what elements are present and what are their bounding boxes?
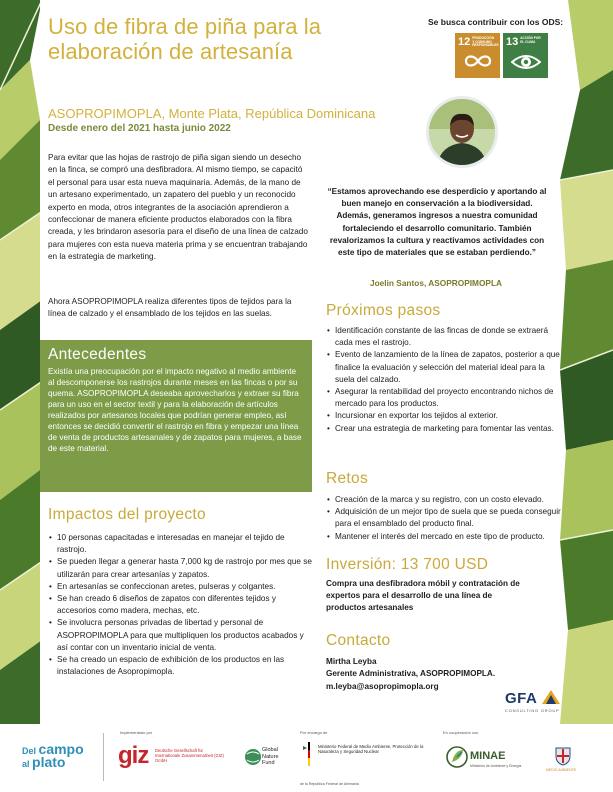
implementado-label: Implementado por	[120, 730, 153, 735]
list-item: • Adquisición de un mejor tipo de suela que se pueda conseguir para el ensamblado del producto final.	[326, 506, 566, 530]
list-item: • 10 personas capacitadas e interesadas en manejar el tejido de rastrojo.	[48, 532, 312, 556]
ods-13-badge	[503, 33, 548, 78]
contact-email[interactable]: m.leyba@asopropimopla.org	[326, 681, 439, 691]
list-item: • Evento de lanzamiento de la línea de zapatos, posterior a que finalice la evaluación y selección del material ideal para la suela del calzado.	[326, 349, 560, 386]
bmu-footnote: de la República Federal de Alemania	[300, 782, 359, 786]
footer-divider	[103, 733, 105, 781]
antecedentes-text: Existía una preocupación por el impacto negativo al medio ambiente al descomponerse los rastrojos durante meses en las fincas o por su quema. ASOPROPIMOPLA deseaba aprovecharlos y extraer su fibra para un uso en el sector textil y para la elaboración de artículos realizados por artesanos locales que podrían generar empleo, así entonces se decidió convertir el rastrojo en fibra y empezar una línea de venta de productos artesanales y de zapatos para mujeres, a base de este material.	[48, 367, 302, 453]
list-item: • Mantener el interés del mercado en este tipo de producto.	[326, 531, 566, 543]
proximos-title: Próximos pasos	[326, 302, 441, 319]
contact-block	[326, 656, 495, 693]
list-item: • En artesanías se confeccionan aretes, pulseras y colgantes.	[48, 581, 312, 593]
list-item: • Incursionar en exportar los tejidos al exterior.	[326, 410, 560, 422]
coat-of-arms-icon	[552, 744, 574, 766]
testimonial-quote: “Estamos aprovechando ese desperdicio y aportando al buen manejo en conservación a la biodiversidad. Además, generamos ingresos a nuestra comunidad fortaleciendo el desarrollo comunitario. También revalorizamos la cultura y reactivamos actividades con este tipo de materiales que se estaban perdiendo.”	[327, 187, 547, 258]
german-flag-icon	[303, 742, 315, 768]
quote-author: Joelin Santos, ASOPROPIMOPLA	[370, 278, 503, 288]
inversion-text: Compra una desfibradora móbil y contratación de expertos para el desarrollo de una línea de productos artesanales	[326, 579, 520, 613]
gobierno-label: MEDIO AMBIENTE	[546, 768, 577, 772]
impactos-list	[48, 532, 312, 678]
gfa-logo	[505, 690, 560, 713]
giz-full-name: Deutsche Gesellschaft für Internationale Zusammenarbeit (GIZ) GmbH	[155, 748, 224, 763]
eye-globe-icon	[511, 53, 541, 71]
proximos-list	[326, 325, 560, 435]
intro-paragraph-2: Ahora ASOPROPIMOPLA realiza diferentes tipos de tejidos para la línea de calzado y el ensamblado de los tejidos en las suelas.	[48, 297, 292, 319]
antecedentes-title: Antecedentes	[48, 346, 147, 363]
del-campo-al-plato-logo: Del campo al plato	[22, 741, 84, 770]
giz-logo: giz	[118, 742, 149, 769]
contact-role: Gerente Administrativa, ASOPROPIMOPLA.	[326, 669, 496, 679]
contact-name: Mirtha Leyba	[326, 657, 377, 666]
project-dates: Desde enero del 2021 hasta junio 2022	[48, 123, 231, 134]
impactos-title: Impactos del proyecto	[48, 506, 206, 523]
portrait-photo	[426, 96, 498, 168]
list-item: • Se pueden llegar a generar hasta 7,000 kg de rastrojo por mes que se utilizarán para crear artesanías y zapatos.	[48, 556, 312, 580]
intro-paragraph-1: Para evitar que las hojas de rastrojo de piña sigan siendo un desecho en la finca, se compró una desfibradora. Al mismo tiempo, se capacitó el personal para usar esta nueva maquinaria. Además, de la mano de un artesano experimentado, un zapatero del pueblo y un reconocido experto en moda, otros integrantes de la asociación aprendieron a confeccionar de manera eficiente productos elaborados con la fibra creada, y les brindaron asesoría para el diseño de una línea de calzado para mujeres con esta nueva materia prima y se encuentran trabajando en la estrategia de marketing.	[48, 153, 308, 262]
gfa-triangle-icon	[542, 690, 560, 704]
gfa-subtitle: CONSULTING GROUP	[505, 708, 560, 713]
minae-leaf-icon	[446, 744, 468, 770]
ods-12-number: 12	[458, 36, 471, 48]
list-item: • Identificación constante de las fincas de donde se extraerá cada mes el rastrojo.	[326, 325, 560, 349]
por-encargo-label: Por encargo de	[300, 730, 328, 735]
ods-12-label: PRODUCCIÓN Y CONSUMO RESPONSABLES	[472, 36, 499, 48]
inversion-title: Inversión: 13 700 USD	[326, 556, 489, 573]
ods-13-label: ACCIÓN POR EL CLIMA	[520, 36, 541, 44]
cooperacion-label: En cooperación con	[443, 730, 479, 735]
infinity-icon	[463, 53, 493, 69]
retos-title: Retos	[326, 470, 368, 487]
ods-12-badge	[455, 33, 500, 78]
antecedentes-box	[40, 340, 312, 492]
gnf-globe-icon	[244, 746, 262, 768]
list-item: • Se ha creado un espacio de exhibición de los productos en las instalaciones de Asopropimopla.	[48, 654, 312, 678]
minae-subtitle: Ministerio de Ambiente y Energía	[470, 764, 522, 768]
list-item: • Se han creado 6 diseños de zapatos con diferentes tejidos y accesorios como madera, mechas, etc.	[48, 593, 312, 617]
minae-logo: MINAE	[470, 750, 506, 762]
gfa-name: GFA	[505, 690, 538, 707]
page-title: Uso de fibra de piña para la elaboración de artesanía	[48, 14, 322, 64]
list-item: • Se involucra personas privadas de libertad y personal de ASOPROPIMOPLA para que multipliquen los productos acabados y así contar con un inventario inicial de venta.	[48, 617, 312, 654]
list-item: • Crear una estrategia de marketing para fomentar las ventas.	[326, 423, 560, 435]
project-organization: ASOPROPIMOPLA, Monte Plata, República Dominicana	[48, 106, 376, 121]
ods-13-number: 13	[506, 36, 519, 48]
contacto-title: Contacto	[326, 632, 391, 649]
bmu-logo-text: Ministerio Federal de Medio Ambiente, Protección de la Naturaleza y Seguridad Nuclear	[318, 744, 424, 755]
person-photo-icon	[429, 99, 495, 165]
ods-label: Se busca contribuir con los ODS:	[428, 17, 564, 27]
gnf-logo: Global Nature Fund	[262, 747, 279, 766]
retos-list	[326, 494, 566, 543]
list-item: • Creación de la marca y su registro, con un costo elevado.	[326, 494, 566, 506]
list-item: • Asegurar la rentabilidad del proyecto encontrando nichos de mercado para los productos.	[326, 386, 560, 410]
